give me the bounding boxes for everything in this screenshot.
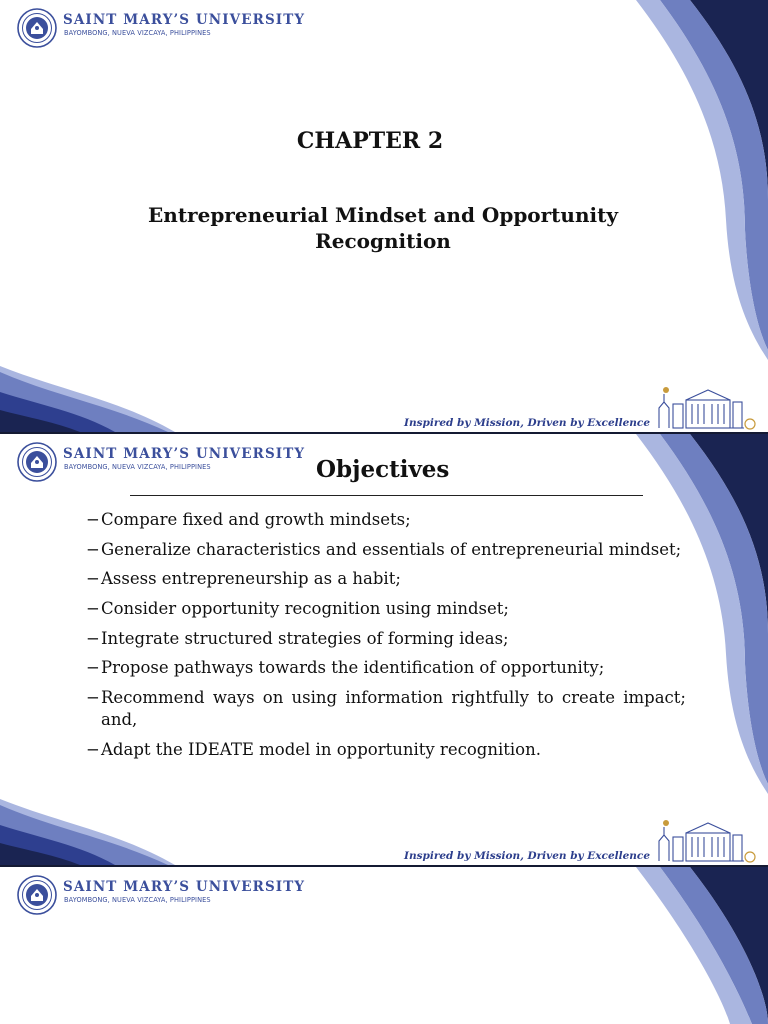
bullet-dash: − <box>86 510 100 529</box>
chapter-label: CHAPTER 2 <box>296 128 444 154</box>
bullet-dash: − <box>86 569 100 589</box>
objective-text: Compare fixed and growth mindsets; <box>101 510 411 529</box>
chapter-title: Entrepreneurial Mindset and Opportunity Recognition <box>148 203 618 253</box>
slide-title <box>0 0 768 432</box>
university-location: BAYOMBONG, NUEVA VIZCAYA, PHILIPPINES <box>64 463 211 471</box>
objective-text: Recommend ways on using information rightfully to create impact; and, <box>101 688 686 730</box>
objective-text: Consider opportunity recognition using mindset; <box>101 599 509 619</box>
university-location: BAYOMBONG, NUEVA VIZCAYA, PHILIPPINES <box>64 29 211 37</box>
objective-text: Adapt the IDEATE model in opportunity recognition. <box>101 739 541 759</box>
list-item <box>86 598 686 620</box>
university-header <box>17 442 317 482</box>
tagline: Inspired by Mission, Driven by Excellence <box>404 417 650 429</box>
university-name: SAINT MARY’S UNIVERSITY <box>63 879 306 895</box>
university-name: SAINT MARY’S UNIVERSITY <box>63 446 306 462</box>
campus-building-icon <box>656 817 756 863</box>
objectives-list <box>86 509 686 769</box>
list-item <box>86 628 686 650</box>
slide-objectives <box>0 434 768 865</box>
list-item <box>86 539 686 561</box>
heading-divider <box>130 495 643 496</box>
objective-text: Propose pathways towards the identification of opportunity; <box>101 658 605 678</box>
list-item <box>86 657 686 679</box>
list-item <box>86 739 686 761</box>
bullet-dash: − <box>86 658 100 678</box>
university-seal-icon <box>17 875 57 915</box>
university-location: BAYOMBONG, NUEVA VIZCAYA, PHILIPPINES <box>64 896 211 904</box>
university-header <box>17 8 317 48</box>
bullet-dash: − <box>86 628 100 648</box>
university-header <box>17 875 317 915</box>
bullet-dash: − <box>86 539 100 559</box>
list-item <box>86 509 686 531</box>
list-item <box>86 687 686 731</box>
objective-text: Integrate structured strategies of forming ideas; <box>101 628 509 648</box>
objectives-heading: Objectives <box>316 456 450 483</box>
bullet-dash: − <box>86 599 100 619</box>
bullet-dash: − <box>86 739 100 759</box>
objective-text: Assess entrepreneurship as a habit; <box>101 569 401 589</box>
university-name: SAINT MARY’S UNIVERSITY <box>63 12 306 28</box>
list-item <box>86 568 686 590</box>
university-seal-icon <box>17 442 57 482</box>
bullet-dash: − <box>86 688 100 708</box>
slide-partial <box>0 867 768 1024</box>
tagline: Inspired by Mission, Driven by Excellence <box>404 850 650 862</box>
campus-building-icon <box>656 384 756 430</box>
university-seal-icon <box>17 8 57 48</box>
objective-text: Generalize characteristics and essentials of entrepreneurial mindset; <box>101 539 682 559</box>
